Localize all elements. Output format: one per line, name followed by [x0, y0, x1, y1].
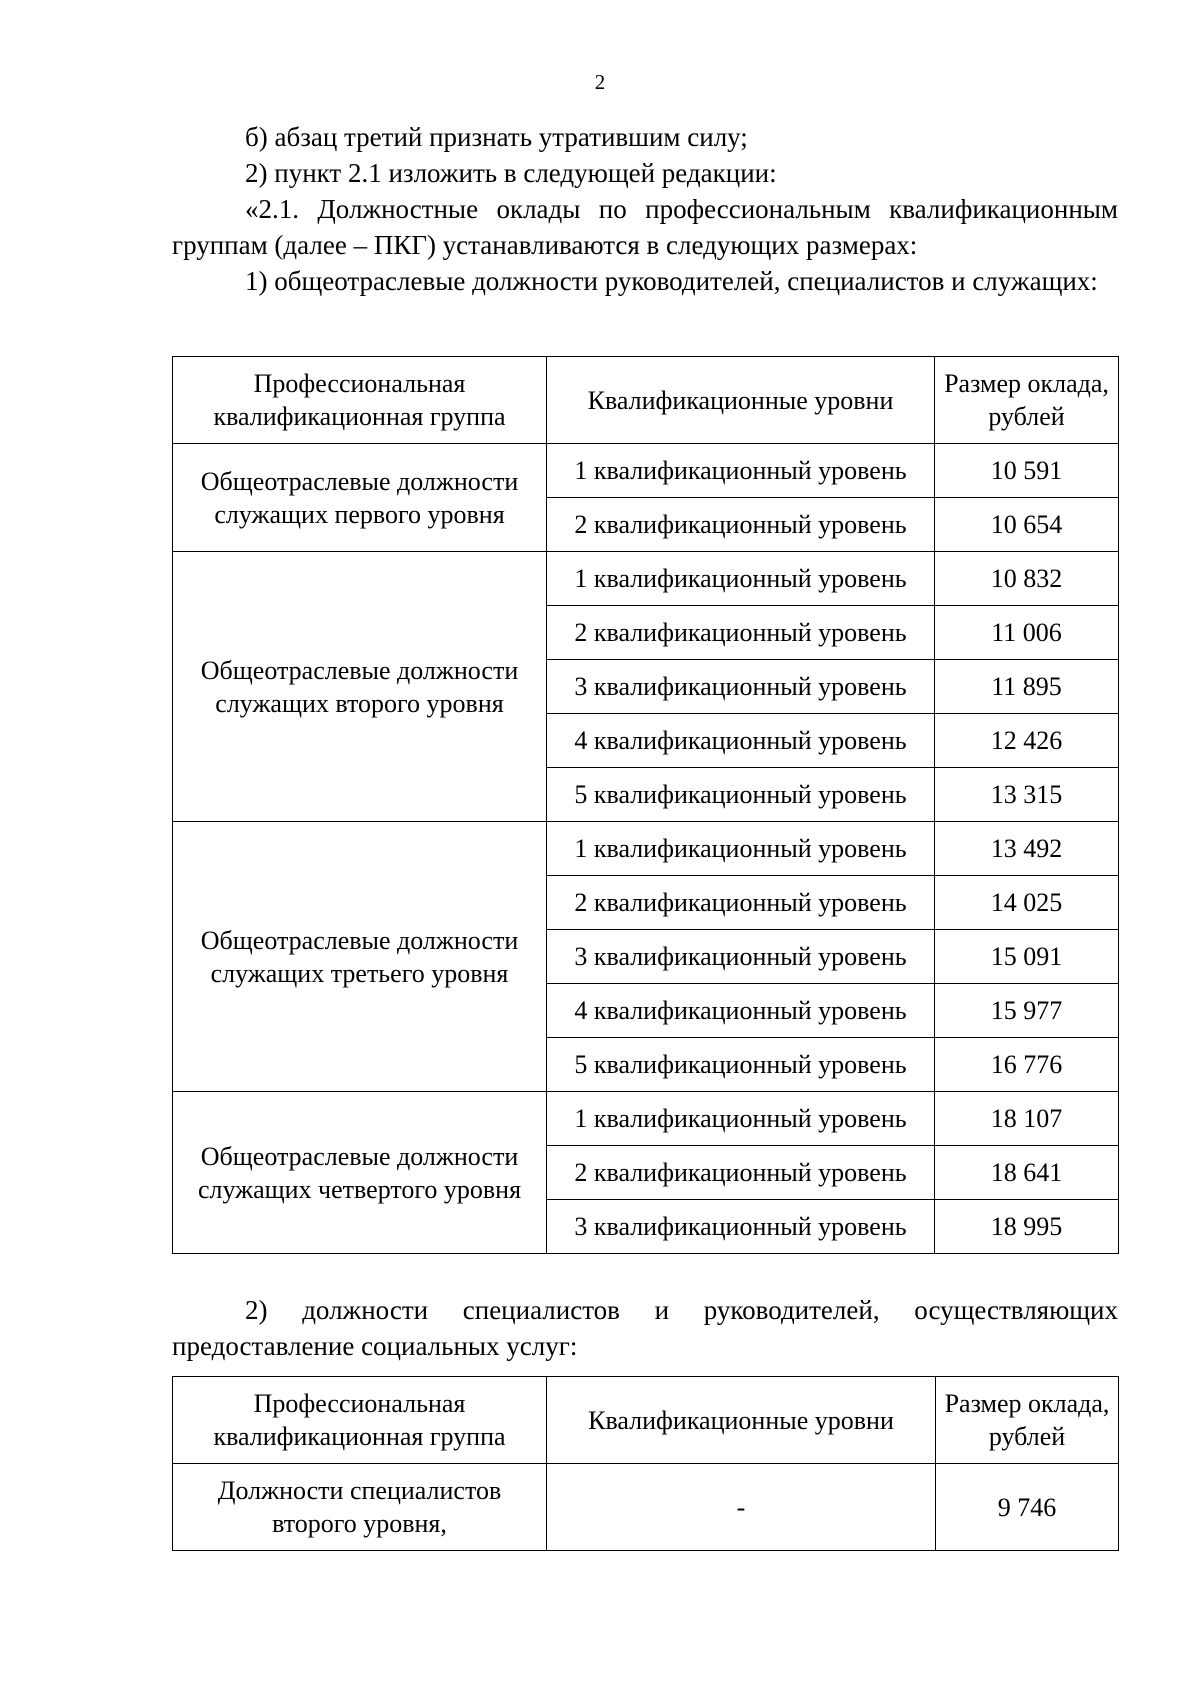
salary-cell: 18 107 — [935, 1092, 1119, 1146]
salary-cell: 11 895 — [935, 660, 1119, 714]
salary-table-social — [172, 1376, 1119, 1551]
level-cell: 1 квалификационный уровень — [547, 444, 935, 498]
level-cell: 2 квалификационный уровень — [547, 606, 935, 660]
salary-cell: 18 641 — [935, 1146, 1119, 1200]
intro-paragraph-2-1: «2.1. Должностные оклады по профессиональным квалификационным группам (далее – ПКГ) устанавливаются в следующих размерах: — [172, 194, 1118, 260]
group-name: Общеотраслевые должности служащих четвертого уровня — [173, 1092, 547, 1254]
intro-paragraph-general-positions: 1) общеотраслевые должности руководителей, специалистов и служащих: — [245, 266, 1098, 296]
header-level: Квалификационные уровни — [547, 357, 935, 444]
group-name: Должности специалистов второго уровня, — [173, 1464, 547, 1551]
group-name: Общеотраслевые должности служащих первого уровня — [173, 444, 547, 552]
group-name: Общеотраслевые должности служащих второго уровня — [173, 552, 547, 822]
header-level: Квалификационные уровни — [547, 1377, 936, 1464]
table-header-row — [173, 357, 1119, 444]
salary-cell: 13 315 — [935, 768, 1119, 822]
level-cell: 1 квалификационный уровень — [547, 552, 935, 606]
salary-cell: 13 492 — [935, 822, 1119, 876]
level-cell: - — [547, 1464, 936, 1551]
social-services-paragraph: 2) должности специалистов и руководителей, осуществляющих предоставление социальных услуг: — [172, 1295, 1118, 1361]
level-cell: 5 квалификационный уровень — [547, 768, 935, 822]
salary-cell: 14 025 — [935, 876, 1119, 930]
level-cell: 5 квалификационный уровень — [547, 1038, 935, 1092]
table-row — [173, 822, 1119, 876]
level-cell: 2 квалификационный уровень — [547, 1146, 935, 1200]
salary-cell: 10 832 — [935, 552, 1119, 606]
level-cell: 3 квалификационный уровень — [547, 1200, 935, 1254]
level-cell: 1 квалификационный уровень — [547, 1092, 935, 1146]
level-cell: 3 квалификационный уровень — [547, 930, 935, 984]
salary-cell: 15 091 — [935, 930, 1119, 984]
salary-table-general — [172, 356, 1119, 1254]
salary-cell: 16 776 — [935, 1038, 1119, 1092]
salary-cell: 9 746 — [936, 1464, 1119, 1551]
salary-cell: 10 654 — [935, 498, 1119, 552]
table-row — [173, 444, 1119, 498]
table-row — [173, 552, 1119, 606]
intro-line-2: 2) пункт 2.1 изложить в следующей редакции: — [245, 158, 777, 188]
level-cell: 4 квалификационный уровень — [547, 984, 935, 1038]
table-row — [173, 1092, 1119, 1146]
level-cell: 4 квалификационный уровень — [547, 714, 935, 768]
social-services-text — [172, 1292, 1118, 1364]
level-cell: 2 квалификационный уровень — [547, 498, 935, 552]
page-number: 2 — [594, 70, 606, 94]
level-cell: 1 квалификационный уровень — [547, 822, 935, 876]
intro-line-1: б) абзац третий признать утратившим силу; — [245, 122, 748, 152]
salary-cell: 15 977 — [935, 984, 1119, 1038]
level-cell: 2 квалификационный уровень — [547, 876, 935, 930]
salary-cell: 12 426 — [935, 714, 1119, 768]
salary-cell: 10 591 — [935, 444, 1119, 498]
intro-text — [172, 119, 1118, 299]
header-group: Профессиональная квалификационная группа — [173, 357, 547, 444]
header-salary: Размер оклада, рублей — [936, 1377, 1119, 1464]
salary-cell: 18 995 — [935, 1200, 1119, 1254]
table-header-row — [173, 1377, 1119, 1464]
level-cell: 3 квалификационный уровень — [547, 660, 935, 714]
table-row — [173, 1464, 1119, 1551]
group-name: Общеотраслевые должности служащих третьего уровня — [173, 822, 547, 1092]
header-salary: Размер оклада, рублей — [935, 357, 1119, 444]
salary-cell: 11 006 — [935, 606, 1119, 660]
header-group: Профессиональная квалификационная группа — [173, 1377, 547, 1464]
